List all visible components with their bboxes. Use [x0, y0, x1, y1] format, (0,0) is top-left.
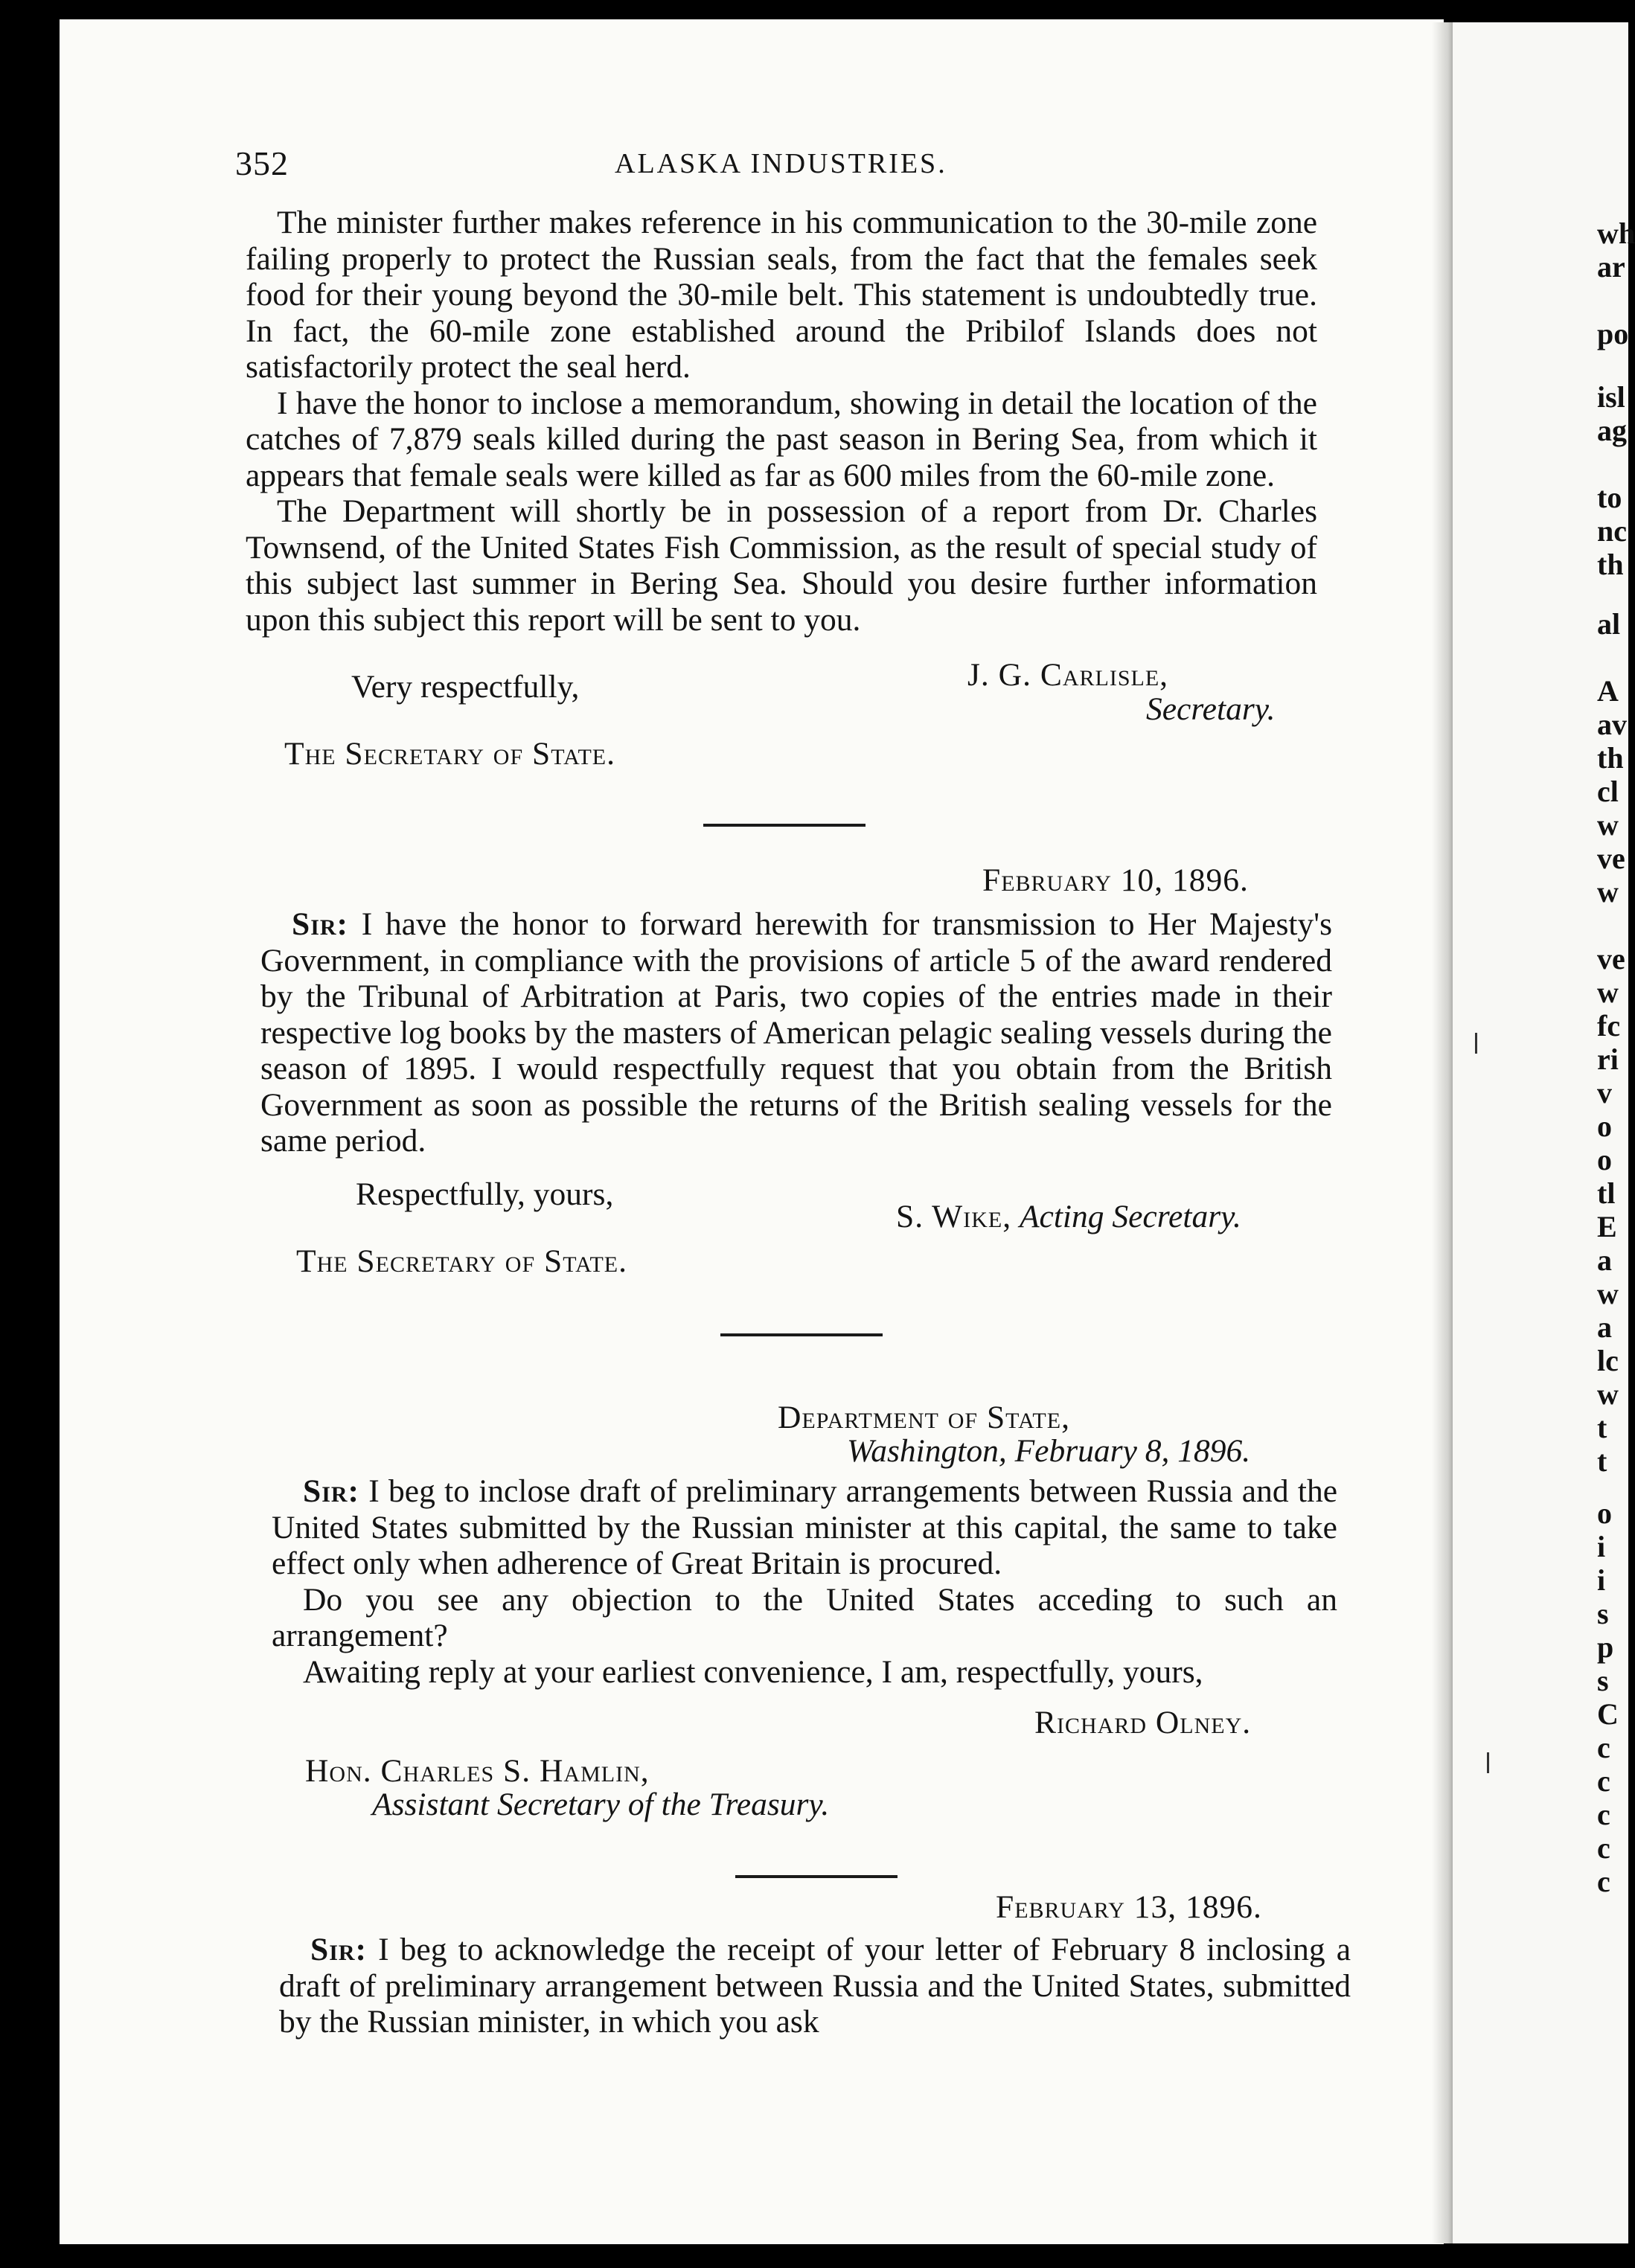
- facing-page-fragment: nc: [1597, 514, 1627, 548]
- facing-page-fragment: t: [1597, 1444, 1607, 1478]
- facing-page-fragment: w: [1597, 976, 1619, 1009]
- facing-page-fragment: wh: [1597, 217, 1635, 250]
- salutation: Sir:: [303, 1473, 360, 1509]
- facing-page-fragment: o: [1597, 1496, 1612, 1530]
- facing-page-fragment: c: [1597, 1865, 1610, 1898]
- facing-page-fragment: cl: [1597, 775, 1619, 808]
- letter-carlisle-body: [246, 205, 1317, 638]
- facing-page-fragment: c: [1597, 1764, 1610, 1798]
- closing: Respectfully, yours,: [356, 1176, 614, 1212]
- salutation: Sir:: [292, 906, 349, 942]
- ink-speck: [1487, 1752, 1489, 1773]
- facing-page-fragment: w: [1597, 1377, 1619, 1411]
- facing-page-fragment: w: [1597, 1277, 1619, 1310]
- facing-page-fragment: t: [1597, 1411, 1607, 1444]
- facing-page-fragment: po: [1597, 317, 1629, 350]
- paragraph: The Department will shortly be in possession of a report from Dr. Charles Townsend, of the United States Fish Commission, as the result of special study of this subject last summer in Bering Sea. Should you desire further information upon this subject this report will be sent to you.: [246, 493, 1317, 638]
- paragraph: I beg to inclose draft of preliminary arrangements between Russia and the United States submitted by the Russian minister at this capital, the same to take effect only when adherence of Great Britain is procured.: [272, 1473, 1338, 1581]
- facing-page-fragment: c: [1597, 1831, 1610, 1865]
- page-number: 352: [235, 144, 289, 182]
- facing-page-fragment: E: [1597, 1210, 1617, 1243]
- facing-page-fragment: o: [1597, 1143, 1612, 1176]
- facing-page-fragment: A: [1597, 674, 1619, 708]
- salutation: Sir:: [310, 1932, 368, 1967]
- addressee-title: Assistant Secretary of the Treasury.: [372, 1787, 830, 1822]
- paragraph: I have the honor to forward herewith for transmission to Her Majesty's Government, in compliance with the provisions of article 5 of the award rendered by the Tribunal of Arbitration at Paris, two copies of the entries made in their respective log books by the masters of American pelagic sealing vessels during the season of 1895. I would respectfully request that you obtain from the British Government as soon as possible the returns of the British sealing vessels for the same period.: [260, 906, 1332, 1159]
- facing-page-fragment: i: [1597, 1530, 1606, 1563]
- paragraph: I beg to acknowledge the receipt of your letter of February 8 inclosing a draft of preliminary arrangement between Russia and the United States, submitted by the Russian minister, in which you ask: [279, 1932, 1351, 2040]
- addressee: The Secretary of State.: [296, 1243, 627, 1279]
- facing-page-fragment: c: [1597, 1731, 1610, 1764]
- paragraph: The minister further makes reference in his communication to the 30-mile zone failing properly to protect the Russian seals, from the fact that the females seek food for their young beyond the 30-mile belt. This statement is undoubtedly true. In fact, the 60-mile zone established around the Pribilof Islands does not satisfactorily protect the seal herd.: [246, 205, 1317, 385]
- facing-page-fragment: al: [1597, 607, 1621, 641]
- signer-title: Acting Secretary.: [1019, 1199, 1241, 1234]
- facing-page-fragment: a: [1597, 1243, 1612, 1277]
- letter-olney-body: [272, 1473, 1337, 1690]
- facing-page-fragment: w: [1597, 808, 1619, 842]
- facing-page-fragment: fc: [1597, 1009, 1621, 1042]
- signer-block: [896, 1198, 1241, 1235]
- facing-page-fragment: s: [1597, 1664, 1609, 1697]
- section-rule: [703, 824, 866, 827]
- letter-date: February 13, 1896.: [996, 1889, 1262, 1925]
- page-header: [235, 141, 1351, 186]
- facing-page-fragment: v: [1597, 1076, 1612, 1109]
- facing-page-fragment: to: [1597, 481, 1622, 514]
- letter-wike-body: [260, 906, 1332, 1159]
- section-rule: [720, 1333, 883, 1336]
- facing-page-fragment: tl: [1597, 1176, 1616, 1210]
- paragraph: Do you see any objection to the United States acceding to such an arrangement?: [272, 1581, 1337, 1653]
- facing-page-fragment: lc: [1597, 1344, 1619, 1377]
- letter-date: February 10, 1896.: [982, 862, 1249, 898]
- section-rule: [735, 1875, 898, 1878]
- facing-page-fragment: o: [1597, 1109, 1612, 1143]
- facing-page-fragment: C: [1597, 1697, 1619, 1731]
- facing-page-fragment: c: [1597, 1798, 1610, 1831]
- facing-page-fragment: w: [1597, 875, 1619, 909]
- addressee: The Secretary of State.: [284, 736, 615, 772]
- facing-page-fragment: th: [1597, 548, 1624, 581]
- facing-page-fragment: s: [1597, 1597, 1609, 1630]
- facing-page-fragment: av: [1597, 708, 1627, 741]
- facing-page-fragment: ag: [1597, 414, 1627, 447]
- signer-name: S. Wike,: [896, 1199, 1012, 1234]
- facing-page-fragment: ve: [1597, 842, 1625, 875]
- paragraph: I have the honor to inclose a memorandum, showing in detail the location of the catches of 7,879 seals killed during the past season in Bering Sea, from which it appears that female seals were killed as far as 600 miles from the 60-mile zone.: [246, 385, 1317, 493]
- place-date: Washington, February 8, 1896.: [847, 1433, 1251, 1469]
- signer-name: J. G. Carlisle,: [967, 657, 1169, 693]
- letter-reply-body: [279, 1932, 1351, 2040]
- signer-name: Richard Olney.: [1034, 1705, 1252, 1740]
- facing-page-fragment: i: [1597, 1563, 1606, 1597]
- facing-page-fragment: p: [1597, 1630, 1614, 1664]
- paragraph: Awaiting reply at your earliest convenience, I am, respectfully, yours,: [303, 1653, 1203, 1690]
- closing: Very respectfully,: [351, 669, 580, 705]
- department-heading: Department of State,: [778, 1400, 1070, 1435]
- addressee-name: Hon. Charles S. Hamlin,: [305, 1753, 650, 1789]
- ink-speck: [1475, 1033, 1477, 1054]
- signer-title: Secretary.: [1146, 691, 1276, 727]
- facing-page-fragment: ar: [1597, 250, 1625, 284]
- facing-page-fragment: isl: [1597, 380, 1625, 414]
- facing-page-fragment: th: [1597, 741, 1624, 775]
- running-head: ALASKA INDUSTRIES.: [615, 148, 947, 179]
- facing-page-fragment: ve: [1597, 942, 1625, 976]
- facing-page-fragment: ri: [1597, 1042, 1619, 1076]
- facing-page-fragment: a: [1597, 1310, 1612, 1344]
